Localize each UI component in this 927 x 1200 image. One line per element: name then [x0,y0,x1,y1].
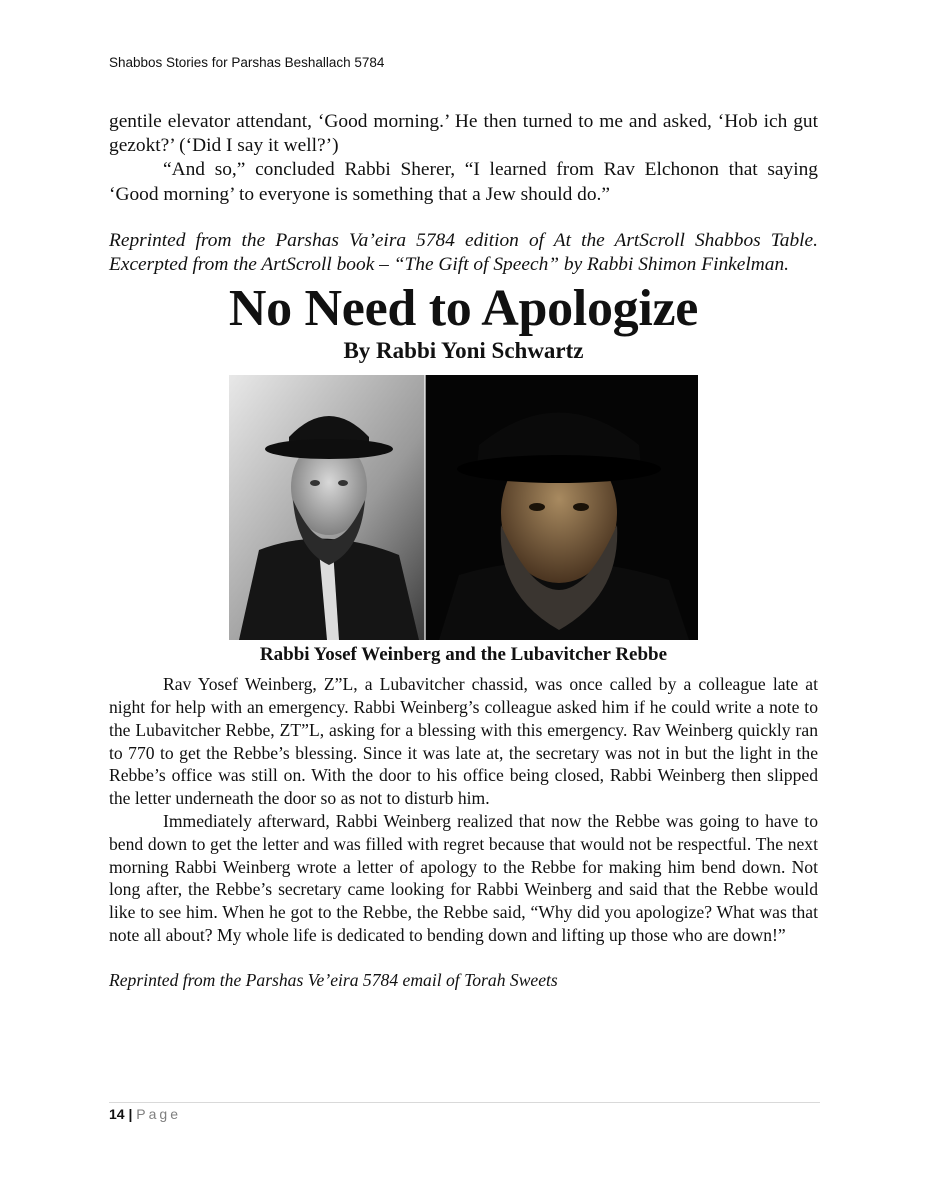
photo-caption: Rabbi Yosef Weinberg and the Lubavitcher Rebbe [259,644,668,666]
story-title: No Need to Apologize [228,280,699,338]
page-footer [109,1106,181,1122]
page-number: 14 [109,1106,125,1122]
spacer [109,207,818,229]
story-credit: Reprinted from the Parshas Ve’eira 5784 email of Torah Sweets [109,969,558,990]
story-paragraph-2: Immediately afterward, Rabbi Weinberg realized that now the Rebbe was going to have to bend down to get the letter and was filled with regret because that would not be respectful. The next morning Rabbi Weinberg wrote a letter of apology to the Rebbe for making him bend down. Not long after, the Rebbe’s secretary came looking for Rabbi Weinberg and said that the Rebbe would like to see him. When he got to the Rebbe, the Rebbe said, “Why did you apologize? What was that note all about? My whole life is dedicated to bending down and lifting up those who are down!” [109,811,818,945]
prev-story-paragraph-2: “And so,” concluded Rabbi Sherer, “I learned from Rav Elchonon that saying ‘Good morning’ to everyone is something that a Jew should do.” [109,159,818,205]
page-separator: | [128,1106,133,1122]
story-body [109,673,818,991]
left-portrait [229,375,425,640]
prev-story-credit: Reprinted from the Parshas Va’eira 5784 edition of At the ArtScroll Shabbos Table. Excerpted from the ArtScroll book – “The Gift of Speech” by Rabbi Shimon Finkelman. [109,229,818,276]
story-byline: By Rabbi Yoni Schwartz [343,338,584,364]
page-content [109,110,818,992]
prev-story-paragraph-1: gentile elevator attendant, ‘Good morning.’ He then turned to me and asked, ‘Hob ich gut gezokt?’ (‘Did I say it well?’) [109,111,818,157]
story-paragraph-1: Rav Yosef Weinberg, Z”L, a Lubavitcher chassid, was once called by a colleague late at night for help with an emergency. Rabbi Weinberg’s colleague asked him if he could write a note to the Lubavitcher Rebbe, ZT”L, asking for a blessing with this emergency. Rav Weinberg quickly ran to 770 to get the Rebbe’s blessing. Since it was late at, the secretary was not in but the light in the Rebbe’s office was still on. With the door to his office being closed, Rabbi Weinberg then slipped the letter underneath the door so as not to disturb him. [109,674,818,809]
story-photo [229,375,698,640]
page-label: Page [136,1106,181,1122]
footer-divider [109,1102,820,1103]
right-portrait [425,375,698,640]
photo-illustration [229,375,698,640]
page-header: Shabbos Stories for Parshas Beshallach 5784 [109,55,385,70]
